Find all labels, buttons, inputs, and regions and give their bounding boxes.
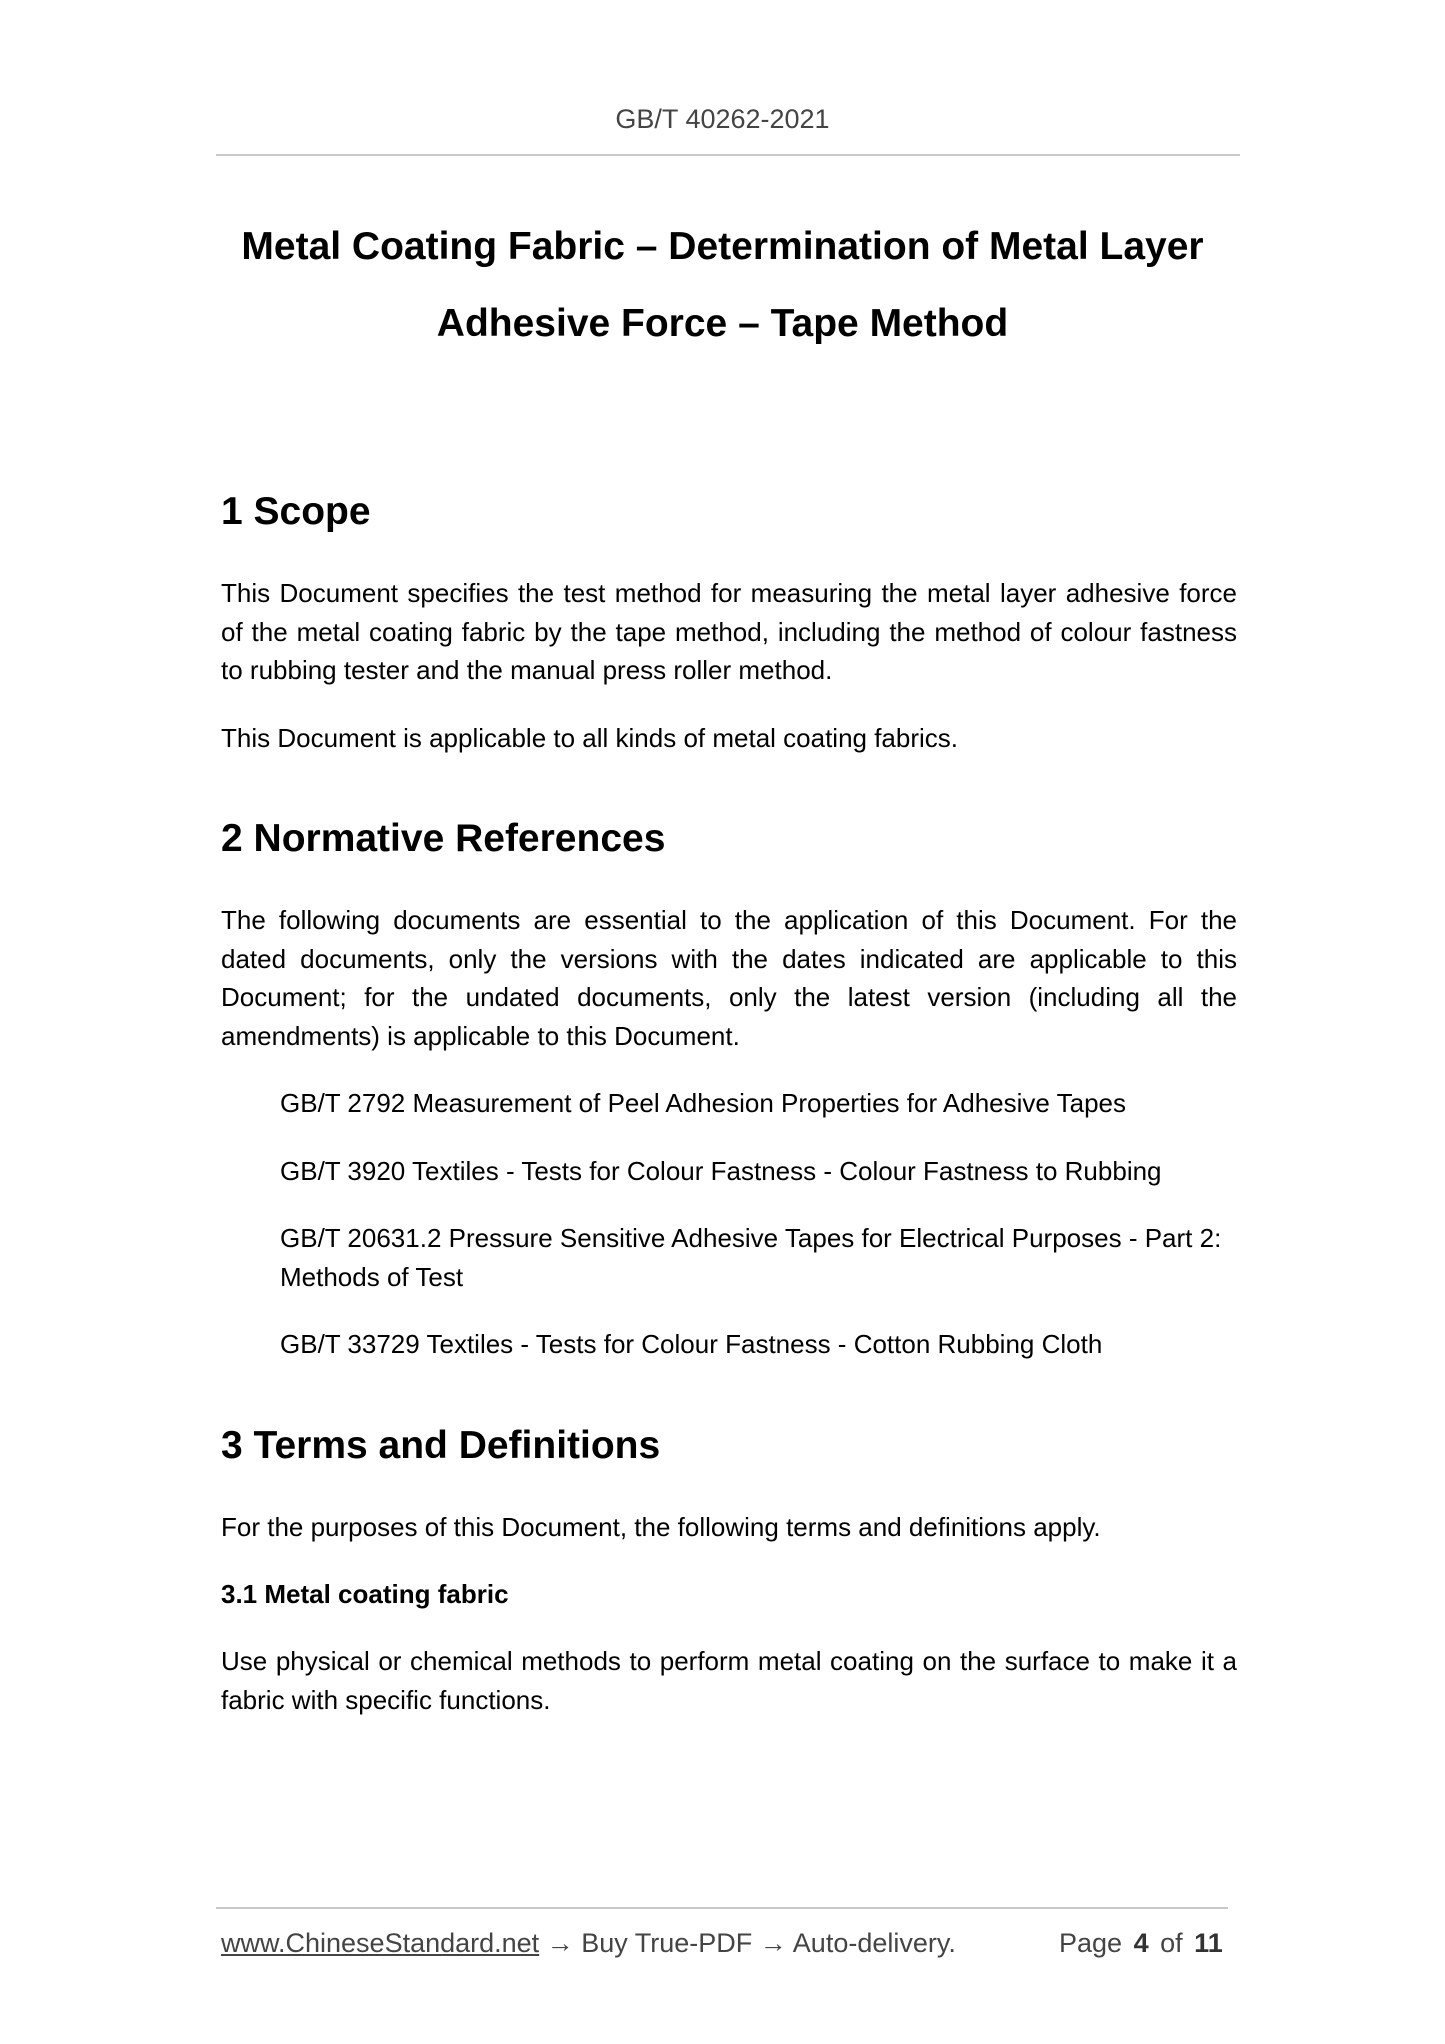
reference-item: GB/T 33729 Textiles - Tests for Colour Fastness - Cotton Rubbing Cloth <box>280 1329 1103 1359</box>
scope-paragraph-1: This Document specifies the test method for measuring the metal layer adhesive force of the metal coating fabric by the tape method, including the method of colour fastness to rubbing tester and the manual press roller method. <box>221 578 1237 685</box>
of-label: of <box>1160 1928 1183 1958</box>
subsection-3-1-heading: 3.1 Metal coating fabric <box>221 1579 509 1609</box>
header-standard-code: GB/T 40262-2021 <box>615 104 830 134</box>
reference-item: GB/T 2792 Measurement of Peel Adhesion Properties for Adhesive Tapes <box>280 1088 1126 1118</box>
scope-paragraph-2: This Document is applicable to all kinds of metal coating fabrics. <box>221 722 959 753</box>
page-indicator <box>1059 1928 1223 1959</box>
reference-item: GB/T 3920 Textiles - Tests for Colour Fastness - Colour Fastness to Rubbing <box>280 1155 1162 1186</box>
delivery-text: Auto-delivery. <box>792 1928 956 1958</box>
arrow-right-icon: → <box>546 1928 574 1958</box>
buy-text: Buy True-PDF <box>581 1928 753 1958</box>
document-body <box>221 478 1237 1719</box>
reference-item: GB/T 20631.2 Pressure Sensitive Adhesive Tapes for Electrical Purposes - Part 2: Methods of Test <box>280 1223 1222 1292</box>
page-label: Page <box>1059 1928 1123 1958</box>
current-page-number: 4 <box>1133 1928 1149 1958</box>
footer-divider <box>216 1907 1228 1909</box>
references-paragraph: The following documents are essential to the application of this Document. For the dated documents, only the versions with the dates indicated are applicable to this Document; for the undated documents, only the latest version (including all the amendments) is applicable to this Document. <box>221 905 1237 1051</box>
definition-paragraph: Use physical or chemical methods to perform metal coating on the surface to make it a fabric with specific functions. <box>221 1646 1237 1715</box>
title-line-1: Metal Coating Fabric – Determination of Metal Layer <box>241 225 1204 268</box>
arrow-right-icon: → <box>759 1928 787 1958</box>
section-2-heading: 2 Normative References <box>221 817 666 860</box>
document-title <box>0 208 1445 362</box>
section-3-heading: 3 Terms and Definitions <box>221 1423 661 1467</box>
title-line-2: Adhesive Force – Tape Method <box>436 302 1009 345</box>
section-1-heading: 1 Scope <box>221 490 371 533</box>
header-divider <box>216 154 1240 156</box>
website-link[interactable]: www.ChineseStandard.net <box>221 1928 540 1958</box>
terms-paragraph: For the purposes of this Document, the following terms and definitions apply. <box>221 1511 1101 1542</box>
footer-promo <box>221 1928 956 1959</box>
reference-list <box>280 1084 1237 1364</box>
total-page-count: 11 <box>1194 1928 1223 1958</box>
